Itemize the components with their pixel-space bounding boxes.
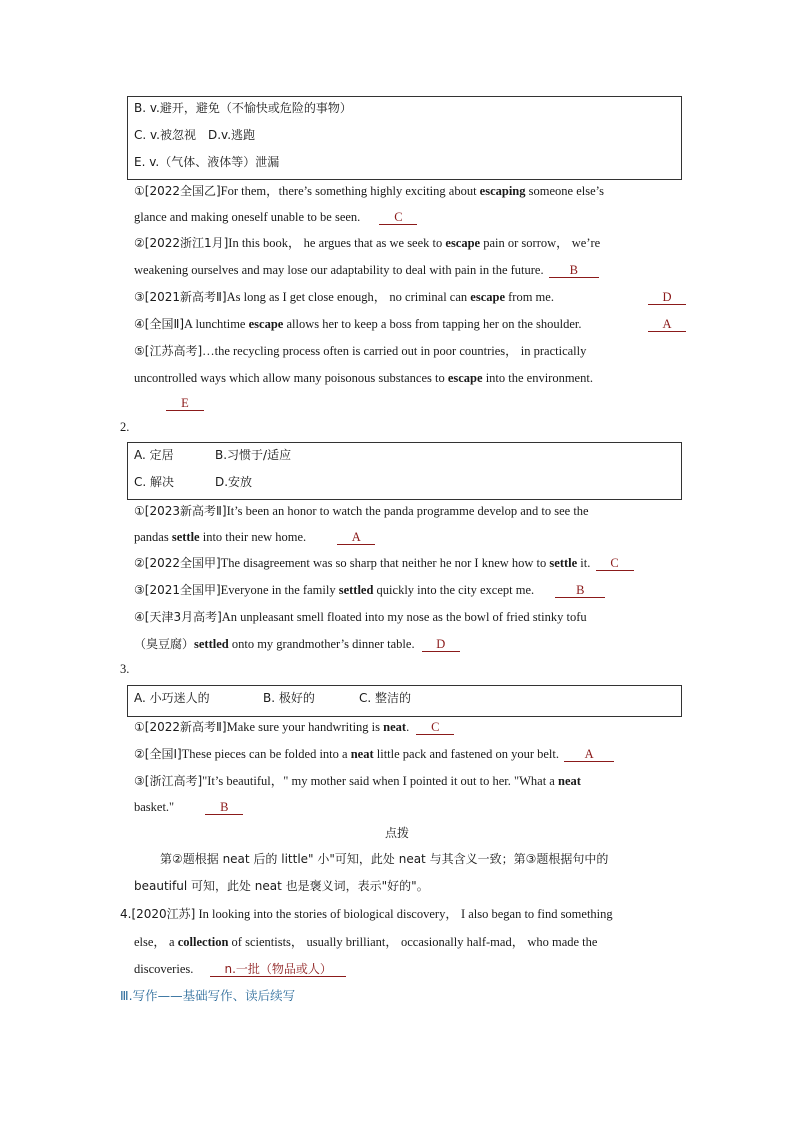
- q4-item: 4.[2020江苏] In looking into the stories of biological discovery， I also began to find something: [120, 907, 613, 921]
- q2-item-2-source: ②[2022全国甲]: [134, 556, 221, 570]
- q2-options-box: [127, 442, 682, 500]
- q1-item-3-source: ③[2021新高考Ⅱ]: [134, 290, 227, 304]
- q3-item-3-source: ③[浙江高考]: [134, 774, 203, 788]
- q3-option-c: C. 整洁的: [359, 691, 412, 705]
- tip-title: 点拨: [384, 826, 409, 840]
- q1-item-2-source: ②[2022浙江1月]: [134, 236, 229, 250]
- q2-item-3-source: ③[2021全国甲]: [134, 583, 221, 597]
- q3-item-1-source: ①[2022新高考Ⅱ]: [134, 720, 227, 734]
- q3-option-b: B. 极好的: [263, 691, 315, 705]
- q1-item-2-answer: B: [549, 263, 599, 278]
- q1-item-1-source: ①[2022全国乙]: [134, 184, 221, 198]
- q2-item-2: ②[2022全国甲]The disagreement was so sharp that neither he nor I knew how to settle it. C: [134, 555, 634, 571]
- q1-item-5-line2: uncontrolled ways which allow many poisonous substances to escape into the environment.: [134, 371, 593, 385]
- q1-item-5-source: ⑤[江苏高考]: [134, 344, 203, 358]
- q1-item-3: ③[2021新高考Ⅱ]As long as I get close enough， no criminal can escape from me.: [134, 290, 554, 304]
- q1-item-5: ⑤[江苏高考]…the recycling process often is carried out in poor countries， in practically: [134, 344, 587, 358]
- q2-number: 2.: [120, 420, 130, 434]
- q1-item-4: ④[全国Ⅱ]A lunchtime escape allows her to keep a boss from tapping her on the shoulder.: [134, 317, 582, 331]
- q2-item-1: ①[2023新高考Ⅱ]It’s been an honor to watch the panda programme develop and to see the: [134, 504, 589, 518]
- q3-item-1: ①[2022新高考Ⅱ]Make sure your handwriting is neat. C: [134, 719, 454, 735]
- q3-number: 3.: [120, 662, 130, 676]
- q1-item-1-line2: glance and making oneself unable to be seen. C: [134, 209, 417, 225]
- q1-item-2: ②[2022浙江1月]In this book， he argues that as we seek to escape pain or sorrow， we’re: [134, 236, 601, 250]
- q3-item-3: ③[浙江高考]"It’s beautiful，" my mother said when I pointed it out to her. "What a neat: [134, 774, 581, 788]
- q2-option-c: C. 解决: [134, 475, 175, 489]
- q1-option-b: B. v.避开，避免（不愉快或危险的事物）: [134, 101, 352, 115]
- q1-item-4-answer: A: [648, 317, 686, 332]
- tip-line-1: 第②题根据 neat 后的 little" 小"可知，此处 neat 与其含义一致；第③题根据句中的: [160, 852, 609, 866]
- q2-item-3-answer: B: [555, 583, 605, 598]
- q2-item-1-answer: A: [337, 530, 375, 545]
- q3-item-3-line2: basket." B: [134, 799, 243, 815]
- q2-item-4-line2: （臭豆腐）settled onto my grandmother’s dinner table. D: [134, 636, 460, 652]
- q3-option-a: A. 小巧迷人的: [134, 691, 210, 705]
- q2-option-a: A. 定居: [134, 448, 174, 462]
- q1-item-5-answer: E: [166, 396, 204, 411]
- q3-item-1-answer: C: [416, 720, 454, 735]
- q2-item-4: ④[天津3月高考]An unpleasant smell floated into my nose as the bowl of fried stinky tofu: [134, 610, 587, 624]
- q1-item-2-line2: weakening ourselves and may lose our adaptability to deal with pain in the future. B: [134, 262, 599, 278]
- q2-item-4-answer: D: [422, 637, 460, 652]
- q4-answer: n.一批（物品或人）: [210, 962, 345, 977]
- q2-option-b: B.习惯于/适应: [215, 448, 292, 462]
- tip-line-2: beautiful 可知，此处 neat 也是褒义词，表示"好的"。: [134, 879, 429, 893]
- q2-item-3: ③[2021全国甲]Everyone in the family settled quickly into the city except me. B: [134, 582, 605, 598]
- q3-item-3-answer: B: [205, 800, 243, 815]
- q4-source: 4.[2020江苏]: [120, 907, 196, 921]
- q3-item-2: ②[全国Ⅰ]These pieces can be folded into a neat little pack and fastened on your belt. A: [134, 746, 614, 762]
- q4-line3: discoveries. n.一批（物品或人）: [134, 961, 346, 977]
- q4-line2: else， a collection of scientists， usually brilliant， occasionally half-mad， who made the: [134, 935, 598, 949]
- section-heading: Ⅲ.写作——基础写作、读后续写: [120, 988, 296, 1003]
- q2-item-4-source: ④[天津3月高考]: [134, 610, 222, 624]
- q1-option-c-d: C. v.被忽视 D.v.逃跑: [134, 128, 256, 142]
- q2-item-1-source: ①[2023新高考Ⅱ]: [134, 504, 227, 518]
- q1-item-1-answer: C: [379, 210, 417, 225]
- q3-item-2-answer: A: [564, 747, 614, 762]
- q2-item-2-answer: C: [596, 556, 634, 571]
- q1-item-3-answer: D: [648, 290, 686, 305]
- q1-option-e: E. v.（气体、液体等）泄漏: [134, 155, 280, 169]
- q1-item-1: ①[2022全国乙]For them，there’s something highly exciting about escaping someone else’s: [134, 184, 604, 198]
- q2-option-d: D.安放: [215, 475, 253, 489]
- q3-item-2-source: ②[全国Ⅰ]: [134, 747, 182, 761]
- q1-item-4-source: ④[全国Ⅱ]: [134, 317, 185, 331]
- q2-item-1-line2: pandas settle into their new home. A: [134, 529, 375, 545]
